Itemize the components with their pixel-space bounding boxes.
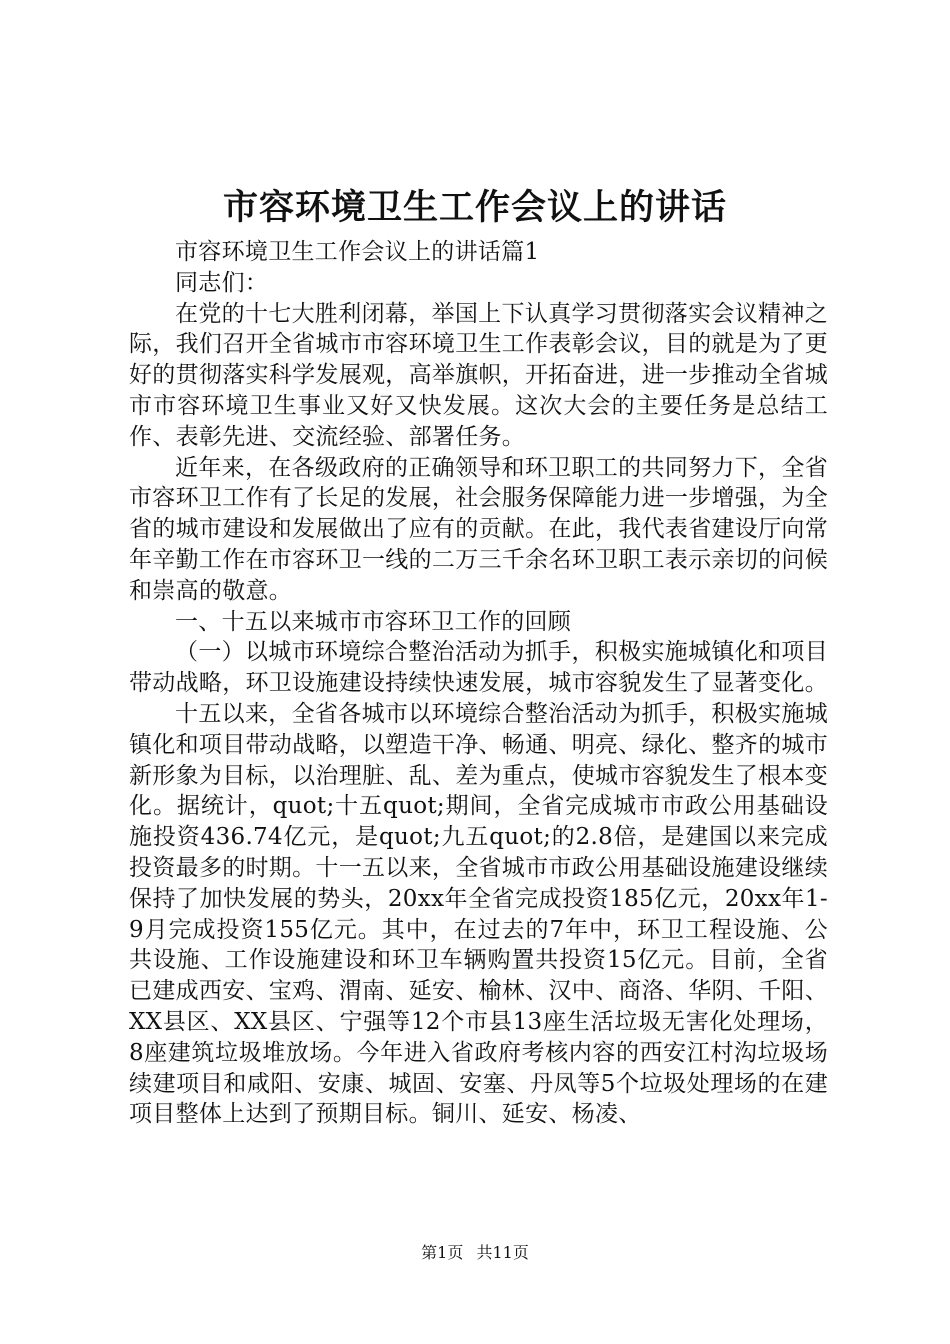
subheading: 一、十五以来城市市容环卫工作的回顾 xyxy=(175,608,572,635)
paragraph: 十五以来，全省各城市以环境综合整治活动为抓手，积极实施城镇化和项目带动战略，以塑造干净、畅通、明亮、绿化、整齐的城市新形象为目标，以治理脏、乱、差为重点，使城市容貌发生了根本变化。据统计，quot;十五quot;期间，全省完成城市市政公用基础设施投资436.74亿元，是quot;九五quot;的2.8倍，是建国以来完成投资最多的时期。十一五以来，全省城市市政公用基础设施建设继续保持了加快发展的势头，20xx年全省完成投资185亿元，20xx年1-9月完成投资155亿元。其中，在过去的7年中，环卫工程设施、公共设施、工作设施建设和环卫车辆购置共投资15亿元。目前，全省已建成西安、宝鸡、渭南、延安、榆林、汉中、商洛、华阴、千阳、XX县区、XX县区、宁强等12个市县13座生活垃圾无害化处理场，8座建筑垃圾堆放场。今年进入省政府考核内容的西安江村沟垃圾场续建项目和咸阳、安康、城固、安塞、丹凤等5个垃圾处理场的在建项目整体上达到了预期目标。铜川、延安、杨凌、 xyxy=(129,700,828,1128)
document-body xyxy=(129,237,828,1130)
paragraph: 近年来，在各级政府的正确领导和环卫职工的共同努力下，全省市容环卫工作有了长足的发展，社会服务保障能力进一步增强，为全省的城市建设和发展做出了应有的贡献。在此，我代表省建设厅向常年辛勤工作在市容环卫一线的二万三千余名环卫职工表示亲切的问候和崇高的敬意。 xyxy=(129,454,828,604)
paragraph: 在党的十七大胜利闭幕，举国上下认真学习贯彻落实会议精神之际，我们召开全省城市市容环境卫生工作表彰会议，目的就是为了更好的贯彻落实科学发展观，高举旗帜，开拓奋进，进一步推动全省城市市容环境卫生事业又好又快发展。这次大会的主要任务是总结工作、表彰先进、交流经验、部署任务。 xyxy=(129,300,828,450)
page-footer xyxy=(0,1242,950,1264)
salutation: 同志们： xyxy=(175,269,269,296)
section-heading: 市容环境卫生工作会议上的讲话篇1 xyxy=(175,239,540,265)
page-number: 第1页 xyxy=(421,1243,464,1262)
paragraph: （一）以城市环境综合整治活动为抓手，积极实施城镇化和项目带动战略，环卫设施建设持续快速发展，城市容貌发生了显著变化。 xyxy=(129,639,828,697)
document-title: 市容环境卫生工作会议上的讲话 xyxy=(222,188,727,228)
page-total: 共11页 xyxy=(476,1243,529,1262)
